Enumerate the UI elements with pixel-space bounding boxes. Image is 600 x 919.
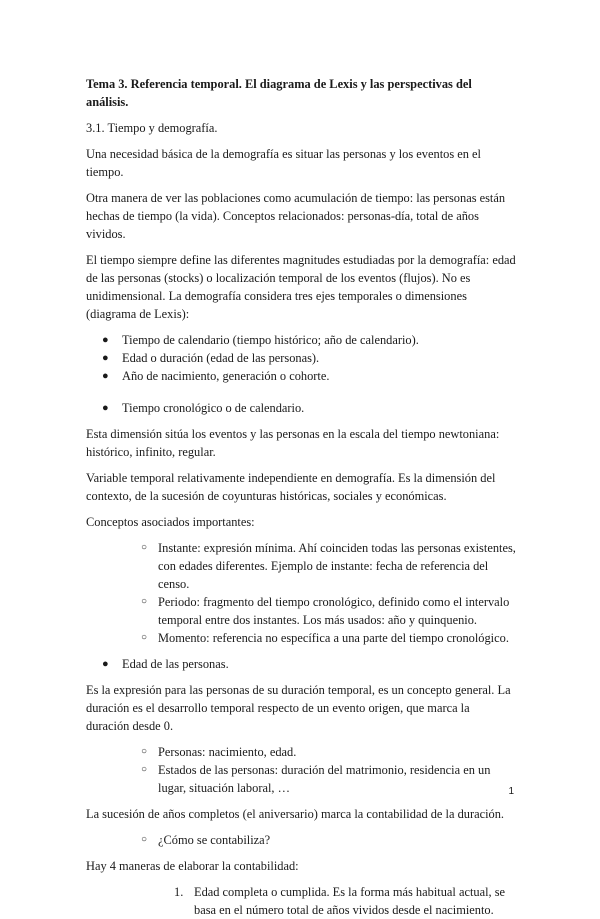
bullet-dot-icon: ● [102, 334, 109, 346]
question-list [86, 831, 516, 849]
bullet-dot-icon: ● [102, 370, 109, 382]
bullet-circle-icon: ○ [141, 632, 148, 643]
temporal-axes-list [86, 331, 516, 385]
paragraph: El tiempo siempre define las diferentes magnitudes estudiadas por la demografía: edad de las personas (stocks) o localización temporal de los eventos (flujos). No es unidimensional. La demografía considera tres ejes temporales o dimensiones (diagrama de Lexis): [86, 253, 516, 321]
list-item: ● Edad o duración (edad de las personas). [102, 351, 320, 365]
list-item: ● Tiempo cronológico o de calendario. [102, 401, 305, 415]
list-item: ○ Momento: referencia no específica a una parte del tiempo cronológico. [141, 631, 509, 645]
paragraph: Es la expresión para las personas de su duración temporal, es un concepto general. La duración es el desarrollo temporal respecto de un evento origen, que marca la duración desde 0. [86, 683, 511, 733]
bullet-dot-icon: ● [102, 352, 109, 364]
list-number: 1. [174, 885, 184, 899]
section-heading: 3.1. Tiempo y demografía. [86, 121, 218, 135]
bullet-dot-icon: ● [102, 402, 109, 414]
list-item: ○ Personas: nacimiento, edad. [141, 745, 297, 759]
bullet-circle-icon: ○ [141, 746, 148, 757]
paragraph: Variable temporal relativamente independiente en demografía. Es la dimensión del contexto, de la sucesión de coyunturas históricas, sociales y económicas. [86, 471, 496, 503]
paragraph: Otra manera de ver las poblaciones como acumulación de tiempo: las personas están hechas de tiempo (la vida). Conceptos relacionados: personas-día, total de años vividos. [86, 191, 506, 241]
paragraph: Conceptos asociados importantes: [86, 515, 255, 529]
methods-list [86, 883, 516, 919]
list-item: ○ Periodo: fragmento del tiempo cronológico, definido como el intervalo temporal entre dos instantes. Los más usados: año y quinquenio. [141, 595, 510, 627]
list-item: ● Tiempo de calendario (tiempo histórico; año de calendario). [102, 333, 419, 347]
bullet-circle-icon: ○ [141, 596, 148, 607]
list-item: 1. Edad completa o cumplida. Es la forma más habitual actual, se basa en el número total de años vividos desde el nacimiento. [174, 885, 506, 917]
bullet-circle-icon: ○ [141, 764, 148, 775]
list-item: ○ Estados de las personas: duración del matrimonio, residencia en un lugar, situación laboral, … [141, 763, 491, 795]
paragraph: Una necesidad básica de la demografía es situar las personas y los eventos en el tiempo. [86, 147, 481, 179]
document-title: Tema 3. Referencia temporal. El diagrama de Lexis y las perspectivas del análisis. [86, 77, 472, 109]
list-item: ● Edad de las personas. [102, 657, 229, 671]
list-item: ● Año de nacimiento, generación o cohorte. [102, 369, 330, 383]
list-item: ○ Instante: expresión mínima. Ahí coinciden todas las personas existentes, con edades diferentes. Ejemplo de instante: fecha de referencia del censo. [141, 541, 516, 591]
bullet-dot-icon: ● [102, 658, 109, 670]
paragraph: Esta dimensión sitúa los eventos y las personas en la escala del tiempo newtoniana: histórico, infinito, regular. [86, 427, 500, 459]
page-number: 1 [508, 786, 514, 797]
list-item: ○ ¿Cómo se contabiliza? [141, 833, 271, 847]
concepts-list [86, 539, 516, 647]
age-heading [86, 655, 516, 673]
age-examples-list [86, 743, 516, 797]
bullet-circle-icon: ○ [141, 834, 148, 845]
paragraph: Hay 4 maneras de elaborar la contabilidad: [86, 859, 299, 873]
paragraph: La sucesión de años completos (el aniversario) marca la contabilidad de la duración. [86, 807, 505, 821]
bullet-circle-icon: ○ [141, 542, 148, 553]
page-content [86, 75, 516, 919]
calendar-time-heading [86, 399, 516, 417]
